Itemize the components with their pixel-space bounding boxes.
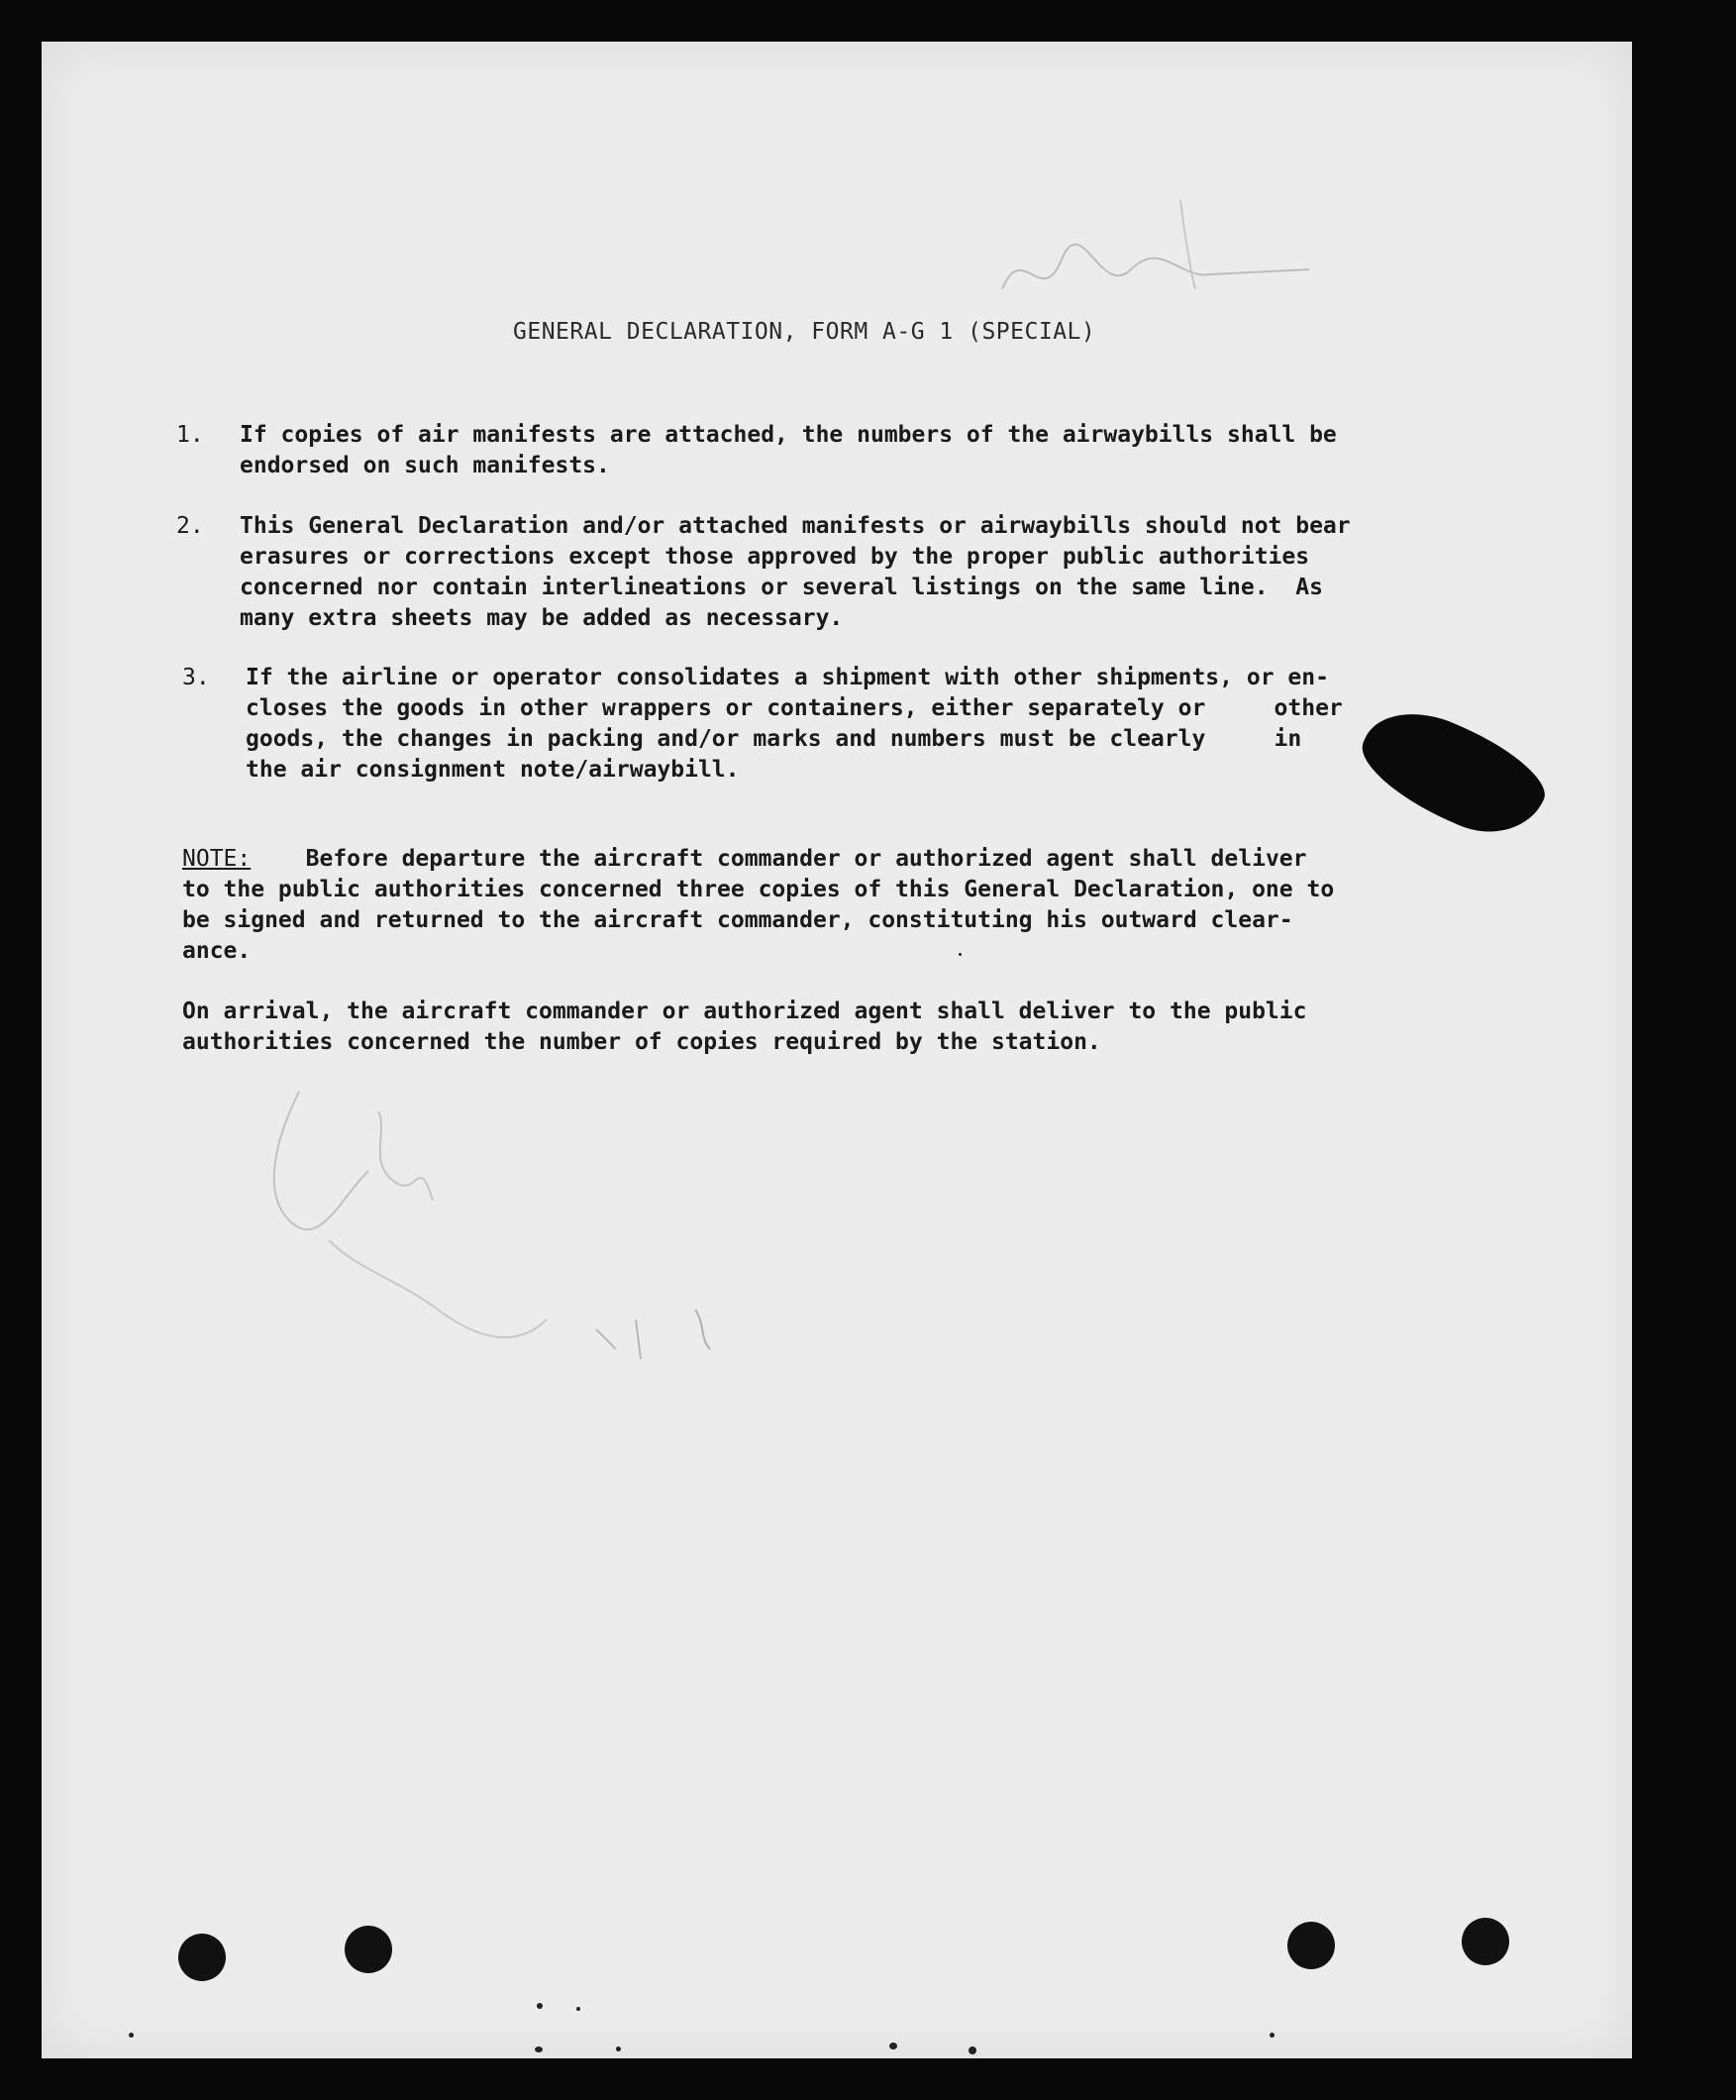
text-line: If the airline or operator consolidates a shipment with other shipments, or en- <box>246 665 1329 690</box>
list-item-text <box>240 420 1428 481</box>
list-item-number: 2. <box>176 513 204 539</box>
list-item-text <box>240 511 1428 634</box>
text-line: to the public authorities concerned three copies of this General Declaration, one to <box>182 877 1335 902</box>
punch-hole <box>1287 1922 1335 1969</box>
faint-handwriting-top <box>982 180 1319 329</box>
form-title: GENERAL DECLARATION, FORM A-G 1 (SPECIAL) <box>513 319 1096 345</box>
list-item-number: 3. <box>182 665 210 690</box>
text-line: goods, the changes in packing and/or marks and numbers must be clearly in <box>246 726 1302 752</box>
text-line: This General Declaration and/or attached manifests or airwaybills should not bear <box>240 513 1351 539</box>
dust-speck <box>959 953 962 956</box>
text-line: be signed and returned to the aircraft commander, constituting his outward clear- <box>182 907 1293 933</box>
text-line: On arrival, the aircraft commander or authorized agent shall deliver to the public <box>182 998 1307 1024</box>
text-line: concerned nor contain interlineations or several listings on the same line. As <box>240 575 1323 600</box>
list-item-text <box>246 663 1434 786</box>
note-first-line <box>182 844 1539 875</box>
dust-speck <box>969 2047 976 2054</box>
dust-speck <box>576 2007 580 2011</box>
dust-speck <box>535 2047 543 2052</box>
text-line: the air consignment note/airwaybill. <box>246 757 740 783</box>
text-line: ance. <box>182 938 252 964</box>
dust-speck <box>537 2003 543 2009</box>
text-line: Before departure the aircraft commander or authorized agent shall deliver <box>251 846 1307 872</box>
note-label: NOTE: <box>182 846 252 872</box>
list-item-number: 1. <box>176 422 204 448</box>
dust-speck <box>129 2033 134 2038</box>
paper-sheet <box>42 42 1632 2058</box>
faint-handwriting-middle <box>220 1052 774 1379</box>
punch-hole <box>345 1926 392 1973</box>
text-line: If copies of air manifests are attached, the numbers of the airwaybills shall be <box>240 422 1337 448</box>
note-paragraph <box>182 844 1539 967</box>
text-line: endorsed on such manifests. <box>240 453 610 478</box>
punch-hole <box>178 1934 226 1981</box>
dust-speck <box>889 2043 897 2049</box>
text-line: erasures or corrections except those approved by the proper public authorities <box>240 544 1310 570</box>
dust-speck <box>1270 2033 1275 2038</box>
text-line: closes the goods in other wrappers or containers, either separately or other <box>246 695 1343 721</box>
dust-speck <box>616 2047 621 2051</box>
text-line: authorities concerned the number of copies required by the station. <box>182 1029 1101 1055</box>
text-line: many extra sheets may be added as necessary. <box>240 605 844 631</box>
arrival-paragraph <box>182 997 1539 1058</box>
punch-hole <box>1462 1918 1509 1965</box>
